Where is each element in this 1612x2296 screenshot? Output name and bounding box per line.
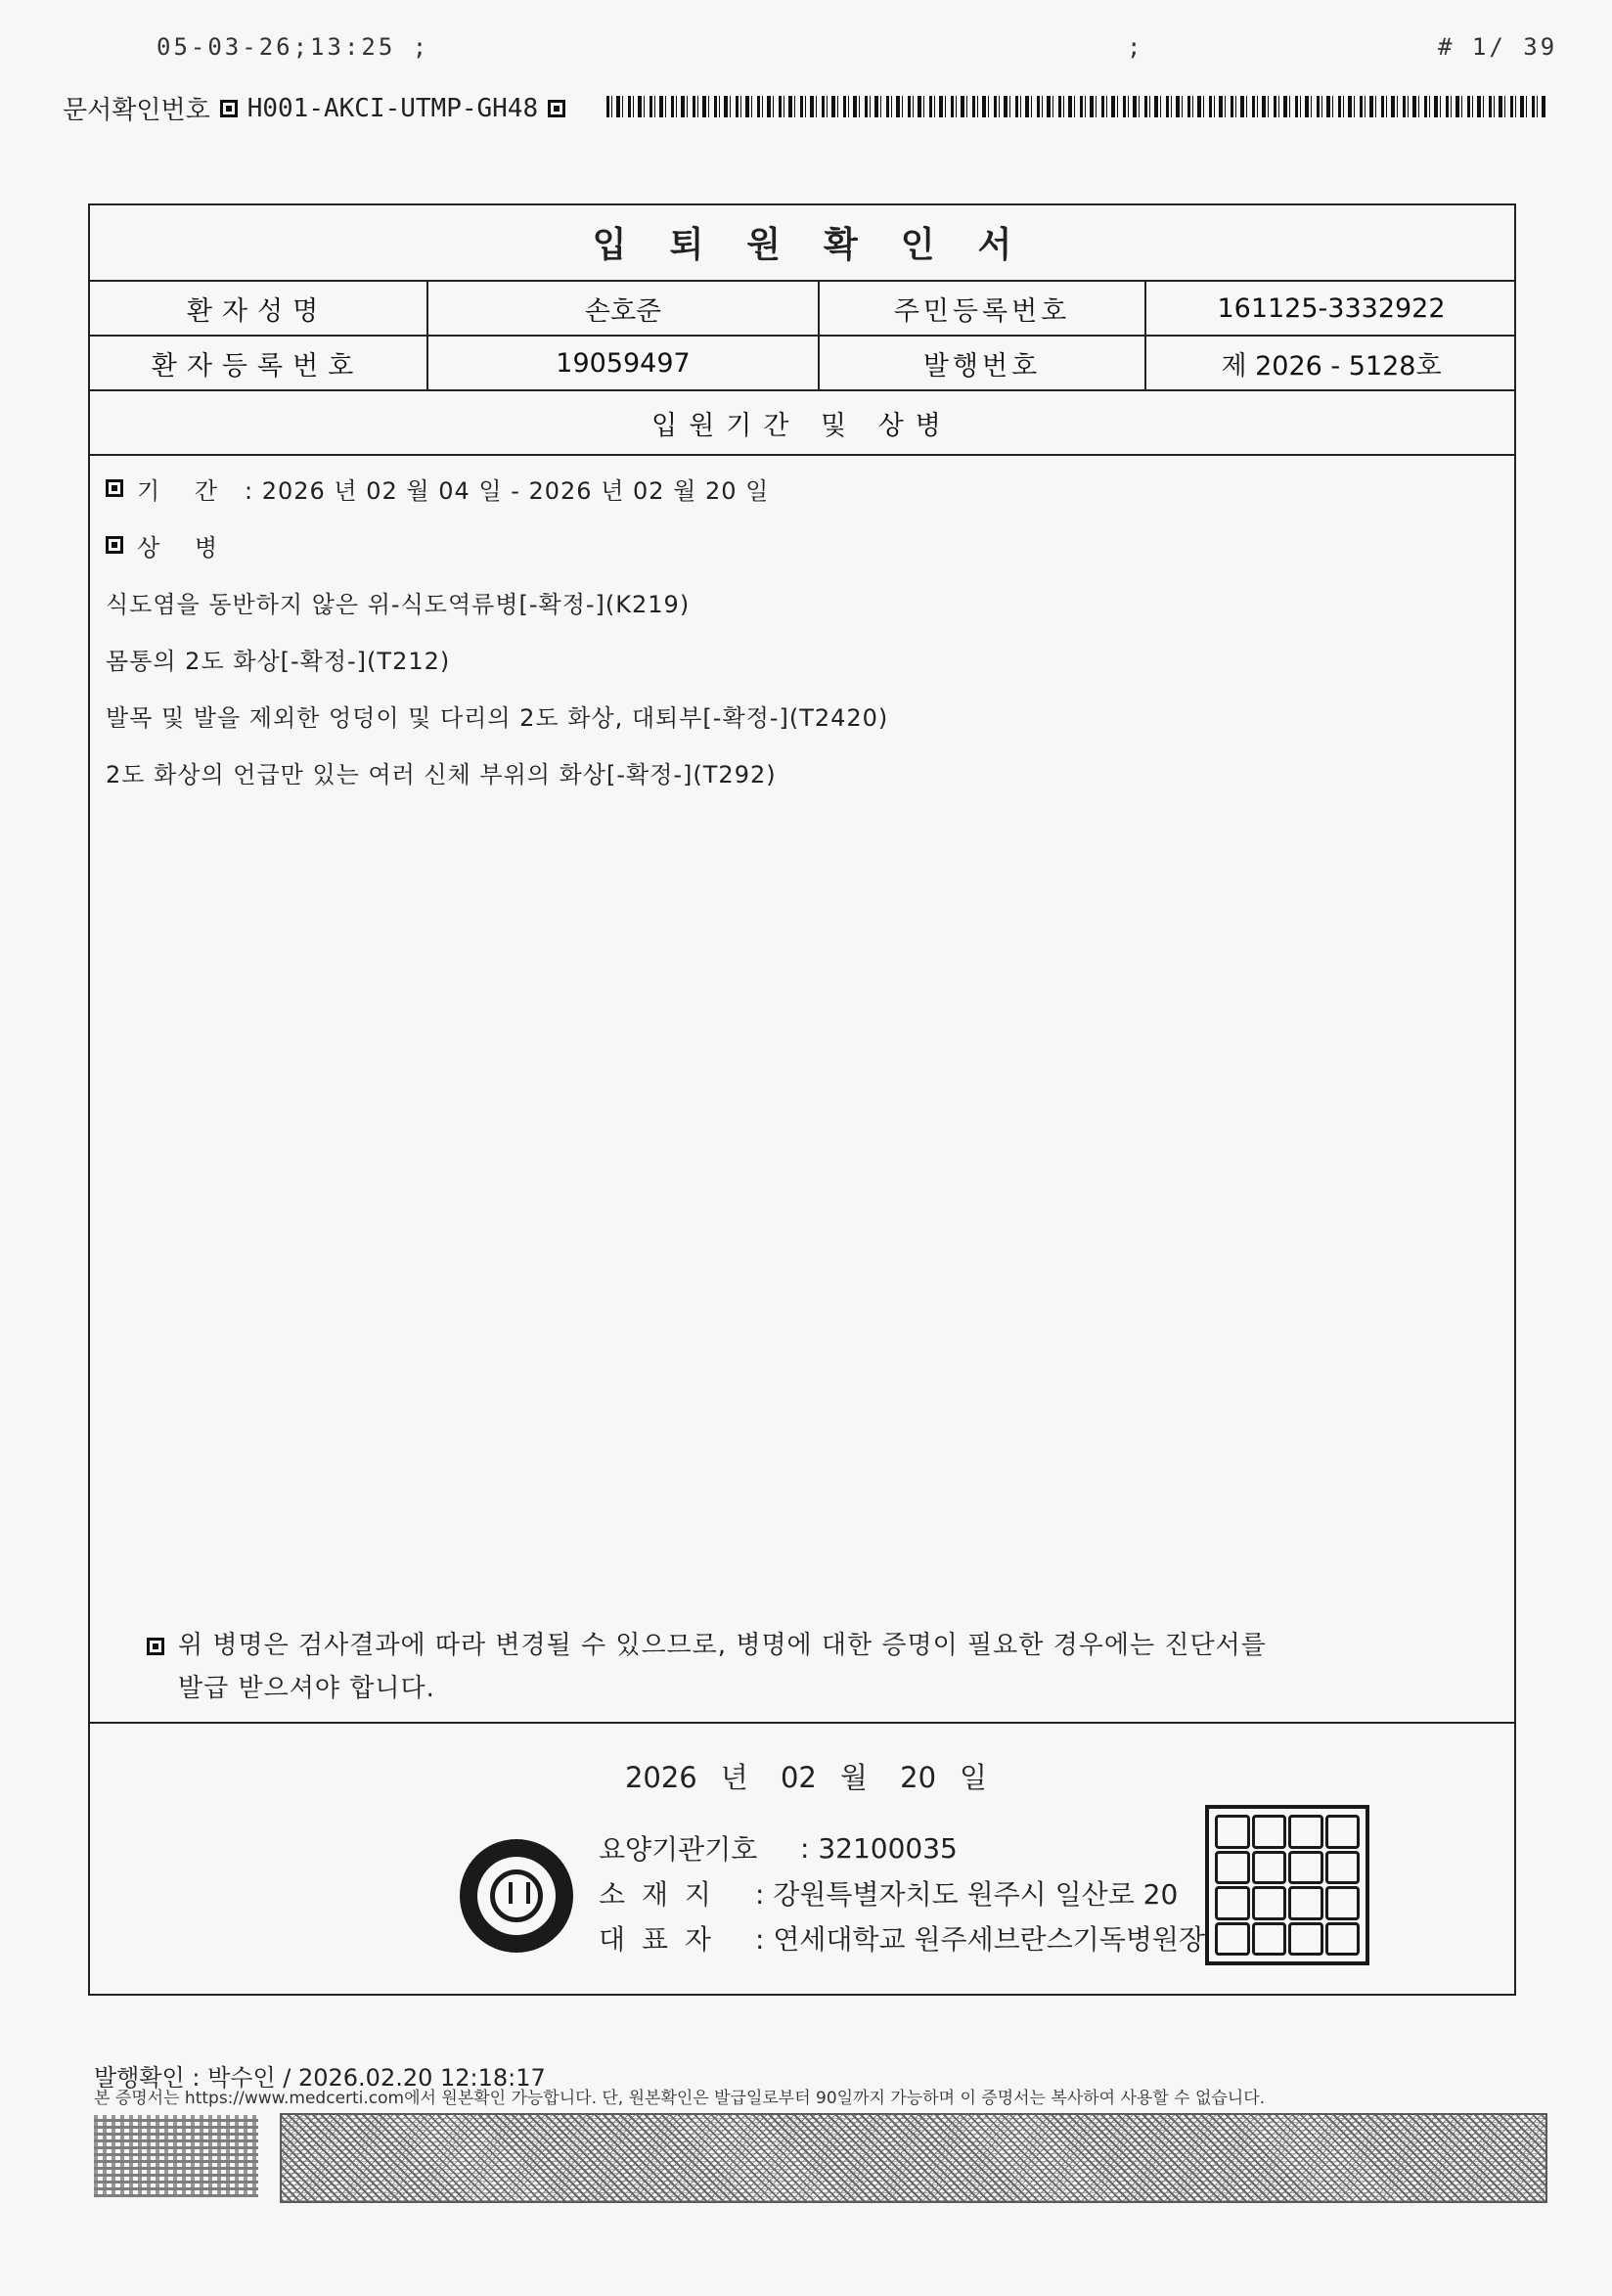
diagnosis-text: 발목 및 발을 제외한 엉덩이 및 다리의 2도 화상, 대퇴부[-확정-](T2420) xyxy=(106,703,889,732)
patient-row-1 xyxy=(88,282,1516,337)
institution-code-label: 요양기관기호 xyxy=(599,1833,758,1866)
issue-year: 2026 xyxy=(624,1761,697,1794)
fax-page-counter: # 1/ 39 xyxy=(1438,33,1558,61)
divider xyxy=(88,1722,1516,1724)
diagnosis-item xyxy=(106,743,1475,800)
official-stamp-icon xyxy=(1205,1805,1369,1965)
document-id-row xyxy=(63,90,565,126)
doc-id-value: H001-AKCI-UTMP-GH48 xyxy=(246,93,539,123)
registration-label: 환자등록번호 xyxy=(88,337,428,389)
checkbox-square-icon xyxy=(106,479,123,497)
diagnosis-text: 몸통의 2도 화상[-확정-](T212) xyxy=(106,647,451,675)
checkbox-square-icon xyxy=(106,536,123,554)
diagnosis-text: 2도 화상의 언급만 있는 여러 신체 부위의 화상[-확정-](T292) xyxy=(106,760,777,788)
issue-day: 20 xyxy=(900,1761,937,1794)
diagnosis-label: 상 병 xyxy=(137,533,231,562)
rrn-label: 주민등록번호 xyxy=(820,282,1146,335)
issue-confirmation: 발행확인 : 박수인 / 2026.02.20 12:18:17 xyxy=(94,2064,546,2092)
diagnosis-text: 식도염을 동반하지 않은 위-식도역류병[-확정-](K219) xyxy=(106,590,691,618)
representative-label: 대 표 자 xyxy=(599,1923,715,1956)
doc-id-label: 문서확인번호 xyxy=(63,96,210,125)
period-value: : 2026 년 02 월 04 일 - 2026 년 02 월 20 일 xyxy=(245,476,770,505)
institution-code: : 32100035 xyxy=(800,1831,958,1865)
patient-name: 손호준 xyxy=(428,282,820,335)
issue-number: 제 2026 - 5128호 xyxy=(1221,350,1442,382)
issue-month: 02 xyxy=(780,1761,817,1794)
diagnosis-heading xyxy=(106,517,1475,573)
day-unit: 일 xyxy=(960,1761,988,1794)
patient-name-label: 환자성명 xyxy=(88,282,428,335)
representative: : 연세대학교 원주세브란스기독병원장 xyxy=(755,1923,1206,1956)
diagnosis-item xyxy=(106,687,1475,743)
registration-number: 19059497 xyxy=(428,337,820,389)
qr-code-icon xyxy=(94,2115,258,2197)
year-unit: 년 xyxy=(720,1761,748,1794)
security-pattern xyxy=(280,2113,1547,2203)
page-title: 입퇴원확인서 xyxy=(88,203,1516,282)
verification-note: 본 증명서는 https://www.medcerti.com에서 원본확인 가능합니다. 단, 원본확인은 발급일로부터 90일까지 가능하며 이 증명서는 복사하여 사용할 수 없습니다. xyxy=(94,2089,1266,2108)
section-title: 입원기간 및 상병 xyxy=(88,391,1516,456)
address-label: 소 재 지 xyxy=(599,1878,715,1911)
university-seal-icon xyxy=(460,1839,573,1953)
period-line xyxy=(106,460,1475,517)
rrn-value: 161125-3332922 xyxy=(1217,293,1446,324)
diagnosis-item xyxy=(106,573,1475,630)
checkbox-square-icon xyxy=(220,100,238,117)
checkbox-square-icon xyxy=(147,1638,164,1655)
notice-block xyxy=(147,1624,1457,1710)
month-unit: 월 xyxy=(839,1761,868,1794)
issue-date xyxy=(0,1756,1612,1796)
address: : 강원특별자치도 원주시 일산로 20 xyxy=(755,1878,1179,1911)
notice-line-1: 위 병명은 검사결과에 따라 변경될 수 있으므로, 병명에 대한 증명이 필요한 경우에는 진단서를 xyxy=(178,1631,1267,1660)
period-label: 기 간 xyxy=(137,476,231,505)
fax-separator: ; xyxy=(1127,33,1144,61)
issuer-block xyxy=(599,1825,1205,1960)
checkbox-square-icon xyxy=(548,100,565,117)
notice-line-2: 발급 받으셔야 합니다. xyxy=(178,1674,435,1703)
content-body xyxy=(106,460,1475,800)
fax-timestamp: 05-03-26;13:25 ; xyxy=(157,33,430,61)
diagnosis-item xyxy=(106,630,1475,687)
barcode-icon xyxy=(606,96,1547,117)
issue-number-label: 발행번호 xyxy=(820,337,1146,389)
patient-row-2 xyxy=(88,337,1516,391)
